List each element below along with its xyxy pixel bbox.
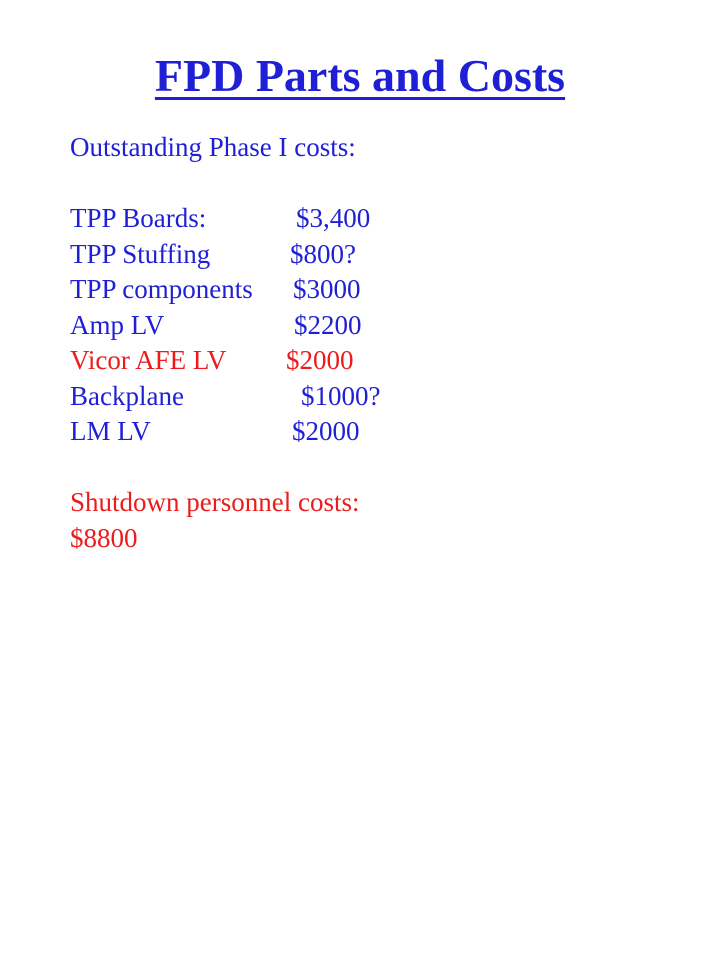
shutdown-value-line <box>70 521 690 557</box>
cost-item-label: Vicor AFE LV <box>70 345 227 375</box>
cost-item-value: $1000? <box>301 380 381 411</box>
page-title: FPD Parts and Costs <box>154 50 566 101</box>
cost-item-value: $2000 <box>292 416 360 446</box>
cost-item-value: $3000 <box>293 274 361 304</box>
cost-item-value: $2200 <box>294 309 362 340</box>
cost-item-amp-lv <box>70 308 690 344</box>
spacer <box>70 166 690 202</box>
cost-item-label: Amp LV <box>70 309 165 340</box>
cost-item-vicor-afe-lv <box>70 343 690 379</box>
cost-item-value: $800? <box>290 238 356 269</box>
cost-item-lm-lv <box>70 414 690 450</box>
cost-item-tpp-boards <box>70 201 690 237</box>
cost-item-label: TPP components <box>70 274 253 304</box>
cost-item-value: $2000 <box>286 345 354 375</box>
intro-text: Outstanding Phase I costs: <box>70 132 356 162</box>
cost-item-label: TPP Stuffing <box>70 238 211 269</box>
intro-line <box>70 130 690 166</box>
cost-item-tpp-stuffing <box>70 237 690 273</box>
cost-item-value: $3,400 <box>296 203 371 233</box>
spacer <box>70 450 690 486</box>
shutdown-label: Shutdown personnel costs: <box>70 487 360 517</box>
shutdown-label-line <box>70 485 690 521</box>
cost-item-label: Backplane <box>70 380 184 411</box>
cost-item-tpp-components <box>70 272 690 308</box>
cost-item-backplane <box>70 379 690 415</box>
cost-item-label: LM LV <box>70 416 151 446</box>
shutdown-value: $8800 <box>70 522 138 553</box>
cost-list <box>70 130 690 556</box>
cost-item-label: TPP Boards: <box>70 203 207 233</box>
